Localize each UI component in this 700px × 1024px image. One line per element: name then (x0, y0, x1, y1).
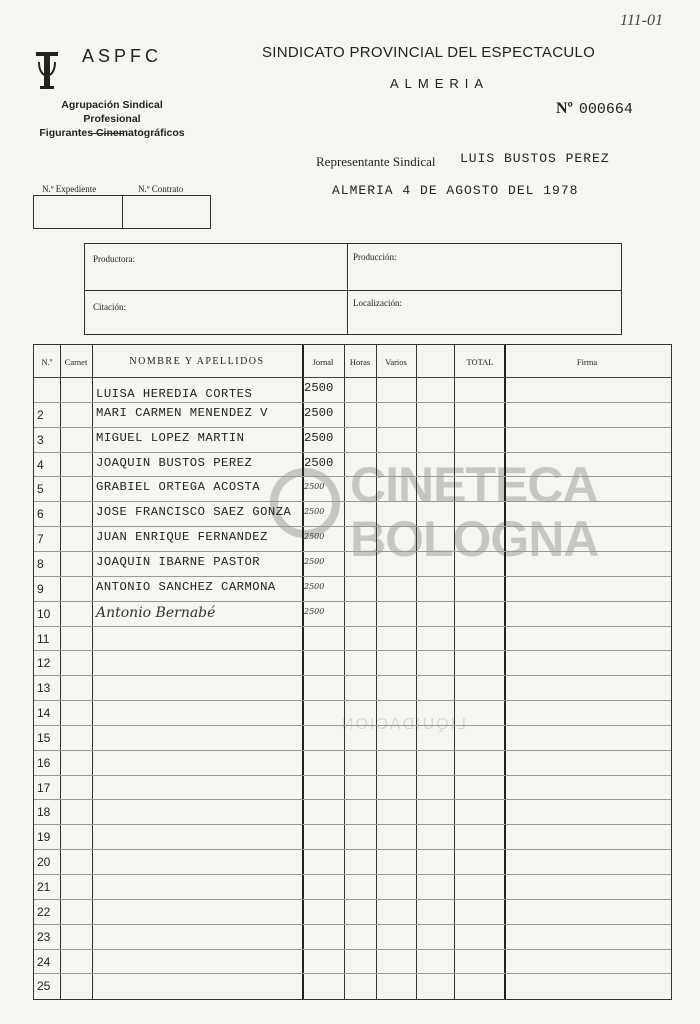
crew-name: JOSE FRANCISCO SAEZ GONZA (96, 505, 292, 520)
column-divider (302, 345, 304, 999)
row-number: 24 (37, 954, 51, 969)
row-number: 19 (37, 830, 51, 845)
crew-name: JOAQUIN BUSTOS PEREZ (96, 455, 253, 470)
row-divider (34, 427, 671, 428)
row-number: 3 (37, 432, 44, 447)
jornal-value: 2500 (304, 455, 334, 470)
row-divider (34, 675, 671, 676)
header-total: TOTAL (466, 357, 494, 367)
jornal-value: 2500 (304, 405, 334, 420)
row-divider (34, 799, 671, 800)
row-number: 10 (37, 606, 51, 621)
header-firma: Firma (576, 357, 598, 367)
row-divider (34, 650, 671, 651)
show-through-liquidacion: LIQUIDACION (340, 716, 467, 733)
row-divider (34, 626, 671, 627)
row-divider (34, 402, 671, 403)
representative-label: Representante Sindical (316, 154, 436, 169)
date-line: ALMERIA 4 DE AGOSTO DEL 1978 (332, 183, 579, 198)
row-number: 15 (37, 730, 51, 745)
row-divider (34, 949, 671, 950)
productora-label: Productora: (93, 254, 135, 264)
contrato-label: N.º Contrato (138, 184, 184, 194)
production-horizontal-divider (85, 290, 621, 291)
number-sign: Nº (556, 100, 573, 117)
header-divider (34, 377, 671, 378)
row-divider (34, 551, 671, 552)
row-divider (34, 899, 671, 900)
column-divider (454, 345, 455, 999)
crew-name: LUISA HEREDIA CORTES (96, 387, 253, 401)
crew-name: Antonio Bernabé (96, 604, 216, 621)
crew-name: MARI CARMEN MENENDEZ V (96, 405, 268, 420)
crew-name: GRABIEL ORTEGA ACOSTA (96, 480, 261, 495)
row-divider (34, 849, 671, 850)
crew-name: JOAQUIN IBARNE PASTOR (96, 554, 261, 569)
row-divider (34, 526, 671, 527)
row-number: 18 (37, 805, 51, 820)
row-divider (34, 924, 671, 925)
city-heading: ALMERIA (390, 76, 490, 91)
row-number: 9 (37, 581, 44, 596)
row-divider (34, 476, 671, 477)
row-number: 11 (37, 631, 50, 646)
watermark-line1: CINETECA (350, 457, 598, 513)
row-divider (34, 452, 671, 453)
row-divider (34, 824, 671, 825)
row-divider (34, 973, 671, 974)
row-divider (34, 601, 671, 602)
crew-table (33, 344, 672, 1000)
jornal-value: 2500 (304, 430, 334, 445)
column-divider (416, 345, 417, 999)
row-divider (34, 874, 671, 875)
crew-name: ANTONIO SANCHEZ CARMONA (96, 579, 276, 594)
number-value: 000664 (578, 101, 633, 118)
row-number: 14 (37, 706, 51, 721)
row-number: 20 (37, 855, 51, 870)
row-number: 16 (37, 755, 51, 770)
column-divider (344, 345, 345, 999)
row-number: 6 (37, 507, 44, 522)
document-number (556, 100, 633, 118)
row-number: 22 (37, 904, 51, 919)
aspfc-logo-icon (36, 52, 58, 92)
row-number: 5 (37, 482, 44, 497)
crew-name: MIGUEL LOPEZ MARTIN (96, 430, 245, 445)
row-divider (34, 700, 671, 701)
header-carnet: Carnet (64, 357, 88, 367)
row-number: 4 (37, 457, 44, 472)
expediente-label: N.º Expediente (42, 184, 97, 194)
production-vertical-divider (347, 244, 348, 334)
expediente-contrato-box (33, 195, 211, 229)
crew-name: JUAN ENRIQUE FERNANDEZ (96, 530, 268, 545)
citacion-label: Citación: (93, 302, 126, 312)
production-info-box (84, 243, 622, 335)
row-number: 13 (37, 681, 51, 696)
row-divider (34, 750, 671, 751)
localizacion-label: Localización: (353, 298, 402, 308)
row-divider (34, 501, 671, 502)
jornal-value: 2500 (304, 482, 325, 492)
row-number: 7 (37, 532, 44, 547)
org-name-line2: Figurantes Cinematográficos (39, 127, 185, 139)
box-divider (122, 196, 123, 228)
org-abbreviation: ASPFC (82, 46, 163, 66)
column-divider (504, 345, 506, 999)
org-divider (92, 133, 124, 134)
header-jornal: Jornal (312, 357, 334, 367)
produccion-label: Producción: (353, 252, 397, 262)
row-divider (34, 576, 671, 577)
row-number: 2 (37, 407, 44, 422)
column-divider (376, 345, 377, 999)
jornal-value: 2500 (304, 556, 325, 566)
row-divider (34, 725, 671, 726)
document-title: SINDICATO PROVINCIAL DEL ESPECTACULO (262, 44, 596, 61)
representative-name: LUIS BUSTOS PEREZ (460, 151, 610, 166)
jornal-value: 2500 (304, 606, 325, 616)
corner-archive-note: 111-01 (620, 12, 663, 29)
jornal-value: 2500 (304, 581, 325, 591)
row-number: 23 (37, 929, 51, 944)
row-divider (34, 775, 671, 776)
column-divider (92, 345, 93, 999)
row-number: 17 (37, 780, 51, 795)
jornal-value: 2500 (304, 507, 325, 517)
header-varios: Varios (385, 357, 407, 367)
row-number: 25 (37, 979, 51, 994)
jornal-value: 2500 (304, 381, 334, 395)
column-divider (60, 345, 61, 999)
header-horas: Horas (349, 357, 371, 367)
row-number: 8 (37, 556, 44, 571)
row-number: 12 (37, 656, 51, 671)
header-nombre: NOMBRE Y APELLIDOS (129, 356, 265, 367)
header-num: N.º (41, 357, 53, 367)
row-number: 21 (37, 880, 51, 894)
watermark-line2: BOLOGNA (350, 511, 599, 567)
org-name-line1: Agrupación Sindical Profesional (61, 99, 163, 125)
jornal-value: 2500 (304, 532, 325, 542)
